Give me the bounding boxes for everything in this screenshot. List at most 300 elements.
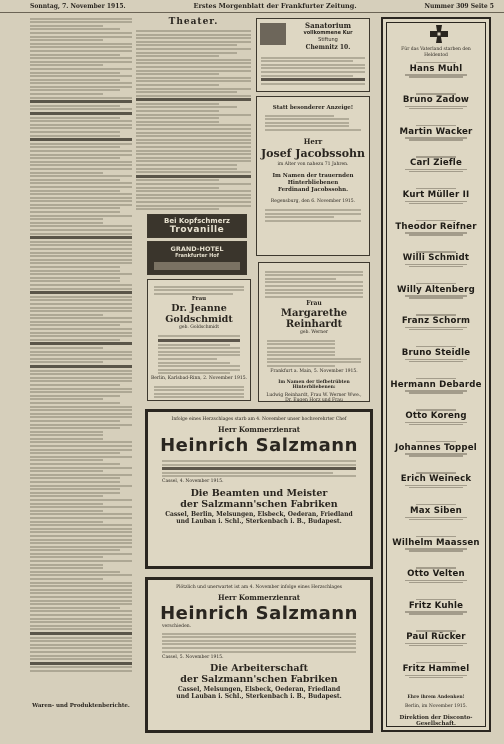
text-line <box>154 396 244 398</box>
text-line <box>30 32 132 34</box>
fallen-name: Erich Weineck <box>400 474 472 485</box>
text-line <box>30 441 132 443</box>
text-line <box>30 449 132 451</box>
places-line: Cassel, Melsungen, Elsbeck, Oederan, Friedland <box>177 686 341 694</box>
fallen-name: Franz Schorm <box>401 316 471 327</box>
memorial-place: Berlin, im November 1915. <box>404 704 468 709</box>
text-line <box>30 600 132 602</box>
text-line <box>30 556 103 558</box>
text-line <box>409 392 463 393</box>
text-line <box>30 18 132 20</box>
family-line: Im Namen der tiefbetrübten Hinterbliebenen: <box>278 379 350 390</box>
text-line <box>409 139 463 140</box>
text-line <box>30 470 103 472</box>
text-line <box>409 487 463 488</box>
text-line <box>30 637 132 639</box>
text-line <box>30 288 132 290</box>
text-line <box>136 48 251 50</box>
role-line: verschieden. <box>162 623 192 629</box>
text-line <box>30 335 132 337</box>
place-date: Cassel, 4. November 1915. <box>162 479 224 485</box>
fallen-name: Fritz Hammel <box>402 663 470 674</box>
text-line <box>30 193 132 195</box>
text-line <box>136 30 251 32</box>
text-line <box>416 536 456 537</box>
text-line <box>409 108 463 109</box>
signer: Ferdinand Jacobssohn. <box>277 187 349 194</box>
fallen-entry <box>387 219 485 236</box>
text-line <box>30 463 120 465</box>
text-line <box>30 370 132 372</box>
text-line <box>265 296 363 298</box>
text-line <box>136 52 237 54</box>
text-line <box>30 628 132 630</box>
text-line <box>154 389 244 391</box>
text-line <box>30 592 132 594</box>
text-line <box>30 186 132 188</box>
text-line <box>30 244 132 246</box>
header-masthead: Erstes Morgenblatt der Frankfurter Zeitung. <box>193 2 357 10</box>
text-line <box>30 89 120 91</box>
text-line <box>30 36 132 38</box>
text-line <box>30 567 103 569</box>
org-line: Die Beamten und Meister <box>190 487 328 499</box>
text-line <box>30 521 103 523</box>
text-line <box>267 340 335 342</box>
fallen-name: Hans Muhl <box>409 63 463 74</box>
text-line <box>265 220 361 222</box>
text-line <box>416 599 456 600</box>
text-line <box>162 472 333 474</box>
text-line <box>30 409 132 411</box>
text-line <box>30 252 132 254</box>
text-line <box>30 474 132 476</box>
text-line <box>30 347 103 349</box>
text-line <box>265 289 363 291</box>
text-line <box>154 386 244 388</box>
text-line <box>30 377 132 379</box>
sanatorium-ad <box>256 18 370 92</box>
text-line <box>30 574 132 576</box>
org-line: Die Arbeiterschaft <box>210 663 308 675</box>
sanatorium-line: vollkommene Kur <box>303 30 353 36</box>
text-line <box>158 369 240 371</box>
text-line <box>136 55 219 57</box>
text-line <box>154 286 244 288</box>
fallen-name: Otto Velten <box>407 569 465 580</box>
text-line <box>30 241 132 243</box>
text-line <box>416 346 456 347</box>
text-line <box>261 83 365 85</box>
text-line <box>416 567 456 568</box>
text-line <box>30 596 132 598</box>
fallen-entry <box>387 661 485 678</box>
text-line <box>30 317 132 319</box>
text-line <box>409 424 463 425</box>
deceased-title: Frau <box>191 296 207 303</box>
text-line <box>30 358 132 360</box>
text-line <box>30 146 120 148</box>
fallen-entry <box>387 251 485 268</box>
text-line <box>265 281 363 283</box>
text-line <box>267 347 335 349</box>
text-line <box>158 351 240 353</box>
text-line <box>30 506 132 508</box>
text-line <box>30 75 132 77</box>
text-line <box>30 190 120 192</box>
text-line <box>30 666 132 668</box>
text-line <box>261 67 365 69</box>
text-line <box>30 395 120 397</box>
text-line <box>30 610 132 612</box>
text-line <box>30 488 120 490</box>
text-line <box>154 293 233 295</box>
text-line <box>30 402 120 404</box>
text-line <box>30 328 132 330</box>
financial-column <box>30 16 132 738</box>
text-line <box>265 271 363 273</box>
deceased-title: Herr Kommerzienrat <box>217 592 301 602</box>
text-line <box>30 614 132 616</box>
text-line <box>267 358 361 360</box>
places-line: Cassel, Berlin, Melsungen, Elsbeck, Oederan, Friedland <box>165 510 353 518</box>
text-line <box>265 213 361 215</box>
family-line: Im Namen der trauernden Hinterbliebenen <box>272 173 354 187</box>
text-line <box>416 472 456 473</box>
text-line <box>136 190 251 192</box>
text-line <box>30 218 103 220</box>
fallen-name: Paul Rücker <box>406 632 466 643</box>
text-line <box>30 582 132 584</box>
text-line <box>158 347 240 349</box>
text-line <box>30 296 132 298</box>
text-line <box>30 658 132 660</box>
fallen-entry <box>387 503 485 520</box>
text-line <box>30 535 132 537</box>
deceased-born: geb. Werner <box>299 329 329 335</box>
text-line <box>158 365 240 367</box>
text-line <box>409 203 463 204</box>
text-line <box>30 39 103 41</box>
text-line <box>136 194 251 196</box>
text-line <box>416 188 456 189</box>
fallen-entry <box>387 630 485 647</box>
text-line <box>30 112 132 115</box>
text-line <box>416 662 456 663</box>
sanatorium-line: Stiftung <box>318 37 338 43</box>
text-line <box>136 80 251 82</box>
text-line <box>416 630 456 631</box>
text-line <box>30 314 103 316</box>
text-line <box>30 481 120 483</box>
text-line <box>416 283 456 284</box>
text-line <box>136 146 251 148</box>
text-line <box>30 168 132 170</box>
text-line <box>136 128 251 130</box>
fallen-name: Max Siben <box>410 505 462 516</box>
kopfschmerz-text: Bei Kopfschmerz <box>164 217 230 225</box>
text-line <box>416 220 456 221</box>
text-line <box>409 519 463 520</box>
text-line <box>265 285 363 287</box>
text-line <box>30 549 120 551</box>
fallen-name: Theodor Reifner <box>395 221 477 232</box>
text-line <box>158 339 240 342</box>
text-line <box>265 216 334 218</box>
text-line <box>30 384 120 386</box>
iron-cross-icon <box>430 25 448 43</box>
text-line <box>30 277 120 279</box>
header-date: Sonntag, 7. November 1915. <box>30 2 126 10</box>
text-line <box>30 413 132 415</box>
fallen-name: Willi Schmidt <box>402 253 470 264</box>
text-line <box>30 299 132 301</box>
text-line <box>30 416 132 418</box>
text-line <box>30 25 103 27</box>
text-line <box>30 321 132 323</box>
text-line <box>30 259 132 261</box>
text-line <box>30 625 132 627</box>
text-line <box>136 150 251 152</box>
text-line <box>30 499 132 501</box>
text-line <box>30 391 132 393</box>
deceased-name: Heinrich Salzmann <box>160 434 358 456</box>
fallen-name: Martin Wacker <box>399 126 473 137</box>
notice-intro: Plötzlich und unerwartet ist am 4. November infolge eines Herzschlages <box>176 585 342 590</box>
text-line <box>30 406 132 408</box>
text-line <box>30 236 132 239</box>
fallen-entry <box>387 472 485 489</box>
text-line <box>30 182 132 184</box>
text-line <box>30 43 132 45</box>
text-line <box>30 233 132 235</box>
fallen-entry <box>387 567 485 584</box>
text-line <box>416 251 456 252</box>
text-line <box>136 66 251 68</box>
text-line <box>136 73 219 75</box>
text-line <box>409 361 463 362</box>
text-line <box>30 164 132 166</box>
text-line <box>30 127 132 129</box>
text-line <box>261 78 365 81</box>
org-line: der Salzmann'schen Fabriken <box>180 674 338 686</box>
text-line <box>265 129 361 131</box>
memorial-notice <box>381 17 491 732</box>
text-line <box>30 398 103 400</box>
text-line <box>30 270 120 272</box>
text-line <box>416 93 456 94</box>
text-line <box>136 37 251 39</box>
text-line <box>30 662 132 665</box>
text-line <box>136 95 251 97</box>
text-line <box>30 365 132 368</box>
text-line <box>30 175 132 177</box>
text-line <box>30 204 132 206</box>
text-line <box>30 124 132 126</box>
text-line <box>30 531 132 533</box>
text-line <box>162 651 356 653</box>
place-date: Cassel, 5. November 1915. <box>162 654 224 660</box>
deceased-title: Frau <box>306 299 322 307</box>
text-line <box>30 82 132 84</box>
text-line <box>30 553 132 555</box>
text-line <box>261 75 353 77</box>
text-line <box>136 164 237 166</box>
text-line <box>409 677 463 678</box>
text-line <box>30 670 132 672</box>
text-line <box>30 215 132 217</box>
text-line <box>136 88 251 90</box>
text-line <box>162 643 356 645</box>
text-line <box>30 431 103 433</box>
text-line <box>409 76 463 77</box>
obituary-salzmann-workers <box>145 577 373 733</box>
text-line <box>416 504 456 505</box>
text-line <box>30 542 132 544</box>
sanatorium-city: Chemnitz 10. <box>305 44 351 51</box>
text-line <box>261 57 365 59</box>
text-line <box>30 324 120 326</box>
text-line <box>30 332 132 334</box>
text-line <box>409 645 463 646</box>
text-line <box>30 560 132 562</box>
text-line <box>30 157 120 159</box>
text-line <box>136 135 251 137</box>
text-line <box>30 438 103 440</box>
text-line <box>136 84 219 86</box>
fallen-entry <box>387 377 485 394</box>
text-line <box>30 380 132 382</box>
deceased-name: Margarethe Reinhardt <box>280 307 348 330</box>
text-line <box>30 28 120 30</box>
text-line <box>136 121 219 123</box>
text-line <box>30 57 132 59</box>
text-line <box>162 467 356 470</box>
text-line <box>30 459 103 461</box>
text-line <box>162 464 356 466</box>
text-line <box>30 528 132 530</box>
text-line <box>136 208 219 210</box>
text-line <box>30 618 132 620</box>
signers: Ludwig Reinhardt, Frau W. Werner Wwe., Dr. Eugen Horz und Frau <box>266 392 362 403</box>
text-line <box>30 503 103 505</box>
text-line <box>265 292 363 294</box>
text-line <box>136 179 219 181</box>
deceased-title: Herr Kommerzienrat <box>217 424 301 434</box>
memorial-closing: Ehre ihrem Andenken! <box>407 695 465 700</box>
fallen-name: Willy Altenberg <box>397 284 475 295</box>
text-line <box>136 153 251 155</box>
text-line <box>30 307 132 309</box>
text-line <box>30 517 132 519</box>
fallen-entry <box>387 345 485 362</box>
text-line <box>416 409 456 410</box>
text-line <box>30 632 132 635</box>
sanatorium-image <box>260 23 286 45</box>
deceased-name: Heinrich Salzmann <box>160 602 358 624</box>
text-line <box>30 273 132 275</box>
text-line <box>30 456 132 458</box>
fallen-entry <box>387 187 485 204</box>
text-line <box>261 64 365 66</box>
text-line <box>30 546 132 548</box>
text-line <box>409 266 463 267</box>
text-line <box>158 335 240 337</box>
text-line <box>136 59 251 61</box>
text-line <box>136 117 219 119</box>
notice-intro: Infolge eines Herzschlages starb am 4. November unser hochverehrter Chef <box>171 417 347 422</box>
market-reports-heading: Waren- und Produktenberichte. <box>32 703 130 709</box>
text-line <box>162 640 356 642</box>
text-line <box>30 571 120 573</box>
text-line <box>30 172 103 174</box>
text-line <box>265 209 361 211</box>
text-line <box>30 424 132 426</box>
fallen-name: Carl Ziefle <box>409 158 462 169</box>
text-line <box>158 354 240 356</box>
text-line <box>30 143 132 145</box>
fallen-name: Hermann Debarde <box>390 379 482 390</box>
text-line <box>30 427 120 429</box>
text-line <box>30 452 120 454</box>
memorial-intro: Für das Vaterland starben den Heldentod <box>401 47 471 58</box>
text-line <box>30 640 132 642</box>
text-line <box>136 205 251 207</box>
text-line <box>136 197 251 199</box>
text-line <box>30 86 132 88</box>
text-line <box>30 361 103 363</box>
text-line <box>416 441 456 442</box>
text-line <box>30 342 132 345</box>
text-line <box>30 72 120 74</box>
text-line <box>136 201 251 203</box>
text-line <box>30 420 120 422</box>
text-line <box>30 117 120 119</box>
kopfschmerz-brand: Trovanille <box>169 225 225 235</box>
text-line <box>30 467 132 469</box>
text-line <box>30 248 132 250</box>
text-line <box>136 106 237 108</box>
text-line <box>30 50 132 52</box>
text-line <box>30 97 132 99</box>
fallen-name: Kurt Müller II <box>402 189 470 200</box>
text-line <box>30 644 132 646</box>
text-line <box>158 372 230 374</box>
text-line <box>136 70 251 72</box>
obituary-jacobssohn <box>256 96 370 256</box>
text-line <box>136 98 251 101</box>
text-line <box>30 284 132 286</box>
obituary-reinhardt <box>258 262 370 402</box>
fallen-entry <box>387 124 485 141</box>
text-line <box>30 510 103 512</box>
place-date: Regensburg, den 6. November 1915. <box>270 199 356 205</box>
text-line <box>265 278 336 280</box>
text-line <box>30 266 120 268</box>
text-line <box>261 60 353 62</box>
hotel-image <box>154 262 240 270</box>
fallen-entry <box>387 61 485 78</box>
text-line <box>265 274 363 276</box>
memorial-inner-border <box>386 22 486 727</box>
fallen-entry <box>387 409 485 426</box>
obituary-goldschmidt <box>147 279 251 401</box>
text-line <box>30 564 103 566</box>
text-line <box>267 351 335 353</box>
text-line <box>162 475 356 477</box>
text-line <box>30 21 132 23</box>
text-line <box>30 161 132 163</box>
